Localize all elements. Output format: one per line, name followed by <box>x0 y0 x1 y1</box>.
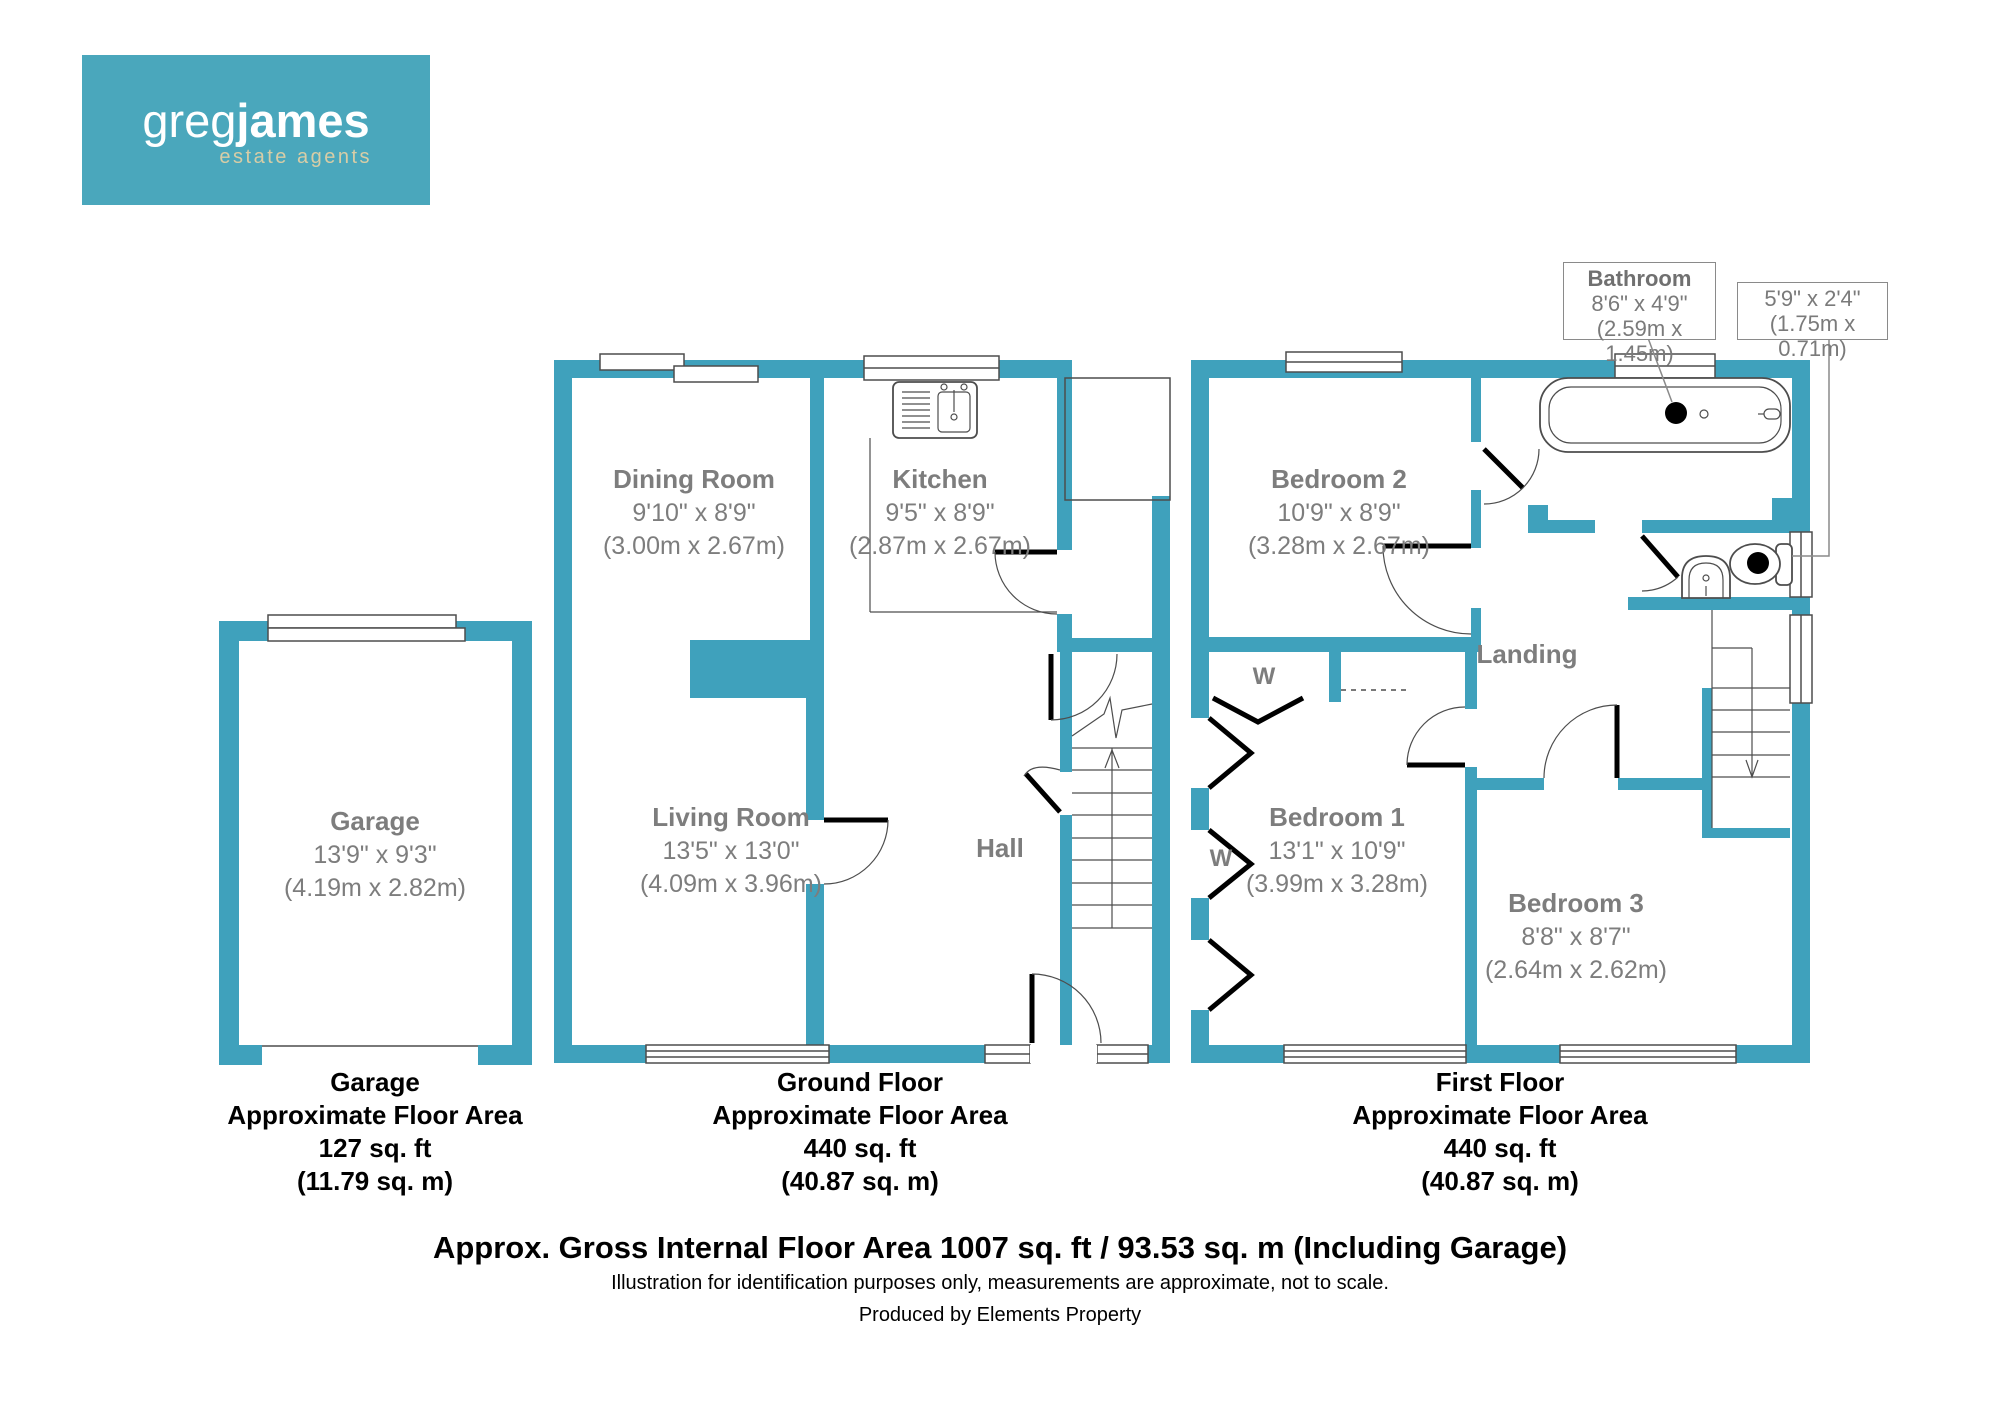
bathroom-callout-metric: (2.59m x 1.45m) <box>1596 316 1683 366</box>
living-name: Living Room <box>652 802 810 832</box>
dining-metric: (3.00m x 2.67m) <box>602 532 786 560</box>
bedroom3-window <box>1560 1045 1736 1063</box>
agency-logo-tagline: estate agents <box>219 146 372 168</box>
wc-callout-imperial: 5'9" x 2'4" <box>1764 286 1861 311</box>
bedroom1-door <box>1407 707 1465 765</box>
wardrobe-side-label: W <box>1209 845 1233 872</box>
garage-summary-line3: (11.79 sq. m) <box>296 1166 454 1196</box>
first-summary-line1: Approximate Floor Area <box>1352 1100 1648 1130</box>
disclaimer-text: Illustration for identification purposes only, measurements are approximate, not to scale. <box>611 1272 1389 1294</box>
hall-window-left <box>985 1045 1030 1063</box>
credit-text: Produced by Elements Property <box>858 1304 1142 1326</box>
first-floor-plan <box>1191 352 1812 1063</box>
ground-summary-line1: Approximate Floor Area <box>712 1100 1008 1130</box>
garage-room-label <box>284 806 466 902</box>
bedroom1-window <box>1284 1045 1466 1063</box>
bathroom-callout-imperial: 8'6" x 4'9" <box>1591 291 1688 316</box>
porch-outline <box>1065 378 1170 500</box>
stairs-window <box>1790 615 1812 703</box>
wardrobe-top-label: W <box>1252 663 1276 690</box>
kitchen-metric: (2.87m x 2.67m) <box>848 532 1032 560</box>
garage-summary-title: Garage <box>330 1067 420 1097</box>
logo-brand-bold: james <box>236 94 370 147</box>
bedroom1-name: Bedroom 1 <box>1269 802 1405 832</box>
kitchen-imperial: 9'5" x 8'9" <box>885 499 995 527</box>
bedroom3-door <box>1544 705 1617 778</box>
wc-window <box>1790 532 1812 597</box>
agency-logo-wordmark <box>142 94 370 147</box>
first-summary-title: First Floor <box>1435 1067 1565 1097</box>
bath-icon <box>1540 378 1790 452</box>
kitchen-window <box>864 356 999 380</box>
bedroom2-name: Bedroom 2 <box>1271 464 1407 494</box>
stairs-up <box>1072 698 1152 928</box>
wardrobe-side <box>1209 718 1251 1010</box>
stairs-down <box>1712 610 1790 828</box>
first-summary-line2: 440 sq. ft <box>1443 1133 1557 1163</box>
bathroom-callout <box>1563 262 1716 366</box>
total-area-text: Approx. Gross Internal Floor Area 1007 sq. ft / 93.53 sq. m (Including Garage) <box>432 1230 1568 1265</box>
wc-callout-metric: (1.75m x 0.71m) <box>1769 311 1856 361</box>
living-room-window <box>646 1045 829 1063</box>
living-imperial: 13'5" x 13'0" <box>662 837 800 865</box>
toilet-icon <box>1730 544 1792 585</box>
garage-metric: (4.19m x 2.82m) <box>283 874 467 902</box>
dining-imperial: 9'10" x 8'9" <box>632 499 756 527</box>
wc-callout <box>1737 282 1888 361</box>
logo-brand-thin: greg <box>142 94 237 147</box>
bedroom1-imperial: 13'1" x 10'9" <box>1268 837 1406 865</box>
bedroom2-metric: (3.28m x 2.67m) <box>1247 532 1431 560</box>
basin-icon <box>1682 556 1730 598</box>
hall-window-right <box>1097 1045 1148 1063</box>
bedroom3-metric: (2.64m x 2.62m) <box>1484 956 1668 984</box>
kitchen-name: Kitchen <box>892 464 988 494</box>
bedroom1-metric: (3.99m x 3.28m) <box>1245 870 1429 898</box>
bedroom2-window <box>1286 352 1402 372</box>
living-room-door <box>824 820 888 884</box>
first-floor-summary <box>1352 1066 1647 1198</box>
agency-logo <box>82 55 430 205</box>
ground-floor-summary <box>712 1066 1007 1198</box>
first-floor-room-labels <box>1246 464 1667 984</box>
wardrobe-top <box>1213 663 1408 722</box>
garage-plan <box>219 615 532 1065</box>
ground-floor-plan <box>554 354 1170 1063</box>
garage-summary <box>227 1066 522 1198</box>
garage-summary-line2: 127 sq. ft <box>318 1133 432 1163</box>
wc-door <box>1642 536 1678 591</box>
first-summary-line3: (40.87 sq. m) <box>1421 1166 1579 1196</box>
landing-name: Landing <box>1476 639 1578 669</box>
bathroom-door <box>1484 449 1539 504</box>
garage-door-icon <box>268 615 465 641</box>
garage-summary-line1: Approximate Floor Area <box>227 1100 523 1130</box>
ground-summary-title: Ground Floor <box>776 1067 944 1097</box>
hall-name: Hall <box>976 833 1024 863</box>
understairs-door <box>1024 767 1060 812</box>
living-metric: (4.09m x 3.96m) <box>639 870 823 898</box>
kitchen-sink-icon <box>893 382 977 438</box>
ground-summary-line2: 440 sq. ft <box>803 1133 917 1163</box>
garage-name: Garage <box>330 806 420 836</box>
stairs-break-line <box>1072 698 1152 738</box>
bedroom3-name: Bedroom 3 <box>1508 888 1644 918</box>
bedroom3-imperial: 8'8" x 8'7" <box>1521 923 1631 951</box>
garage-imperial: 13'9" x 9'3" <box>313 841 437 869</box>
ground-summary-line3: (40.87 sq. m) <box>781 1166 939 1196</box>
bathroom-callout-title: Bathroom <box>1587 266 1692 291</box>
bedroom2-imperial: 10'9" x 8'9" <box>1277 499 1401 527</box>
garage-rear-opening <box>262 1045 478 1065</box>
dining-name: Dining Room <box>613 464 775 494</box>
